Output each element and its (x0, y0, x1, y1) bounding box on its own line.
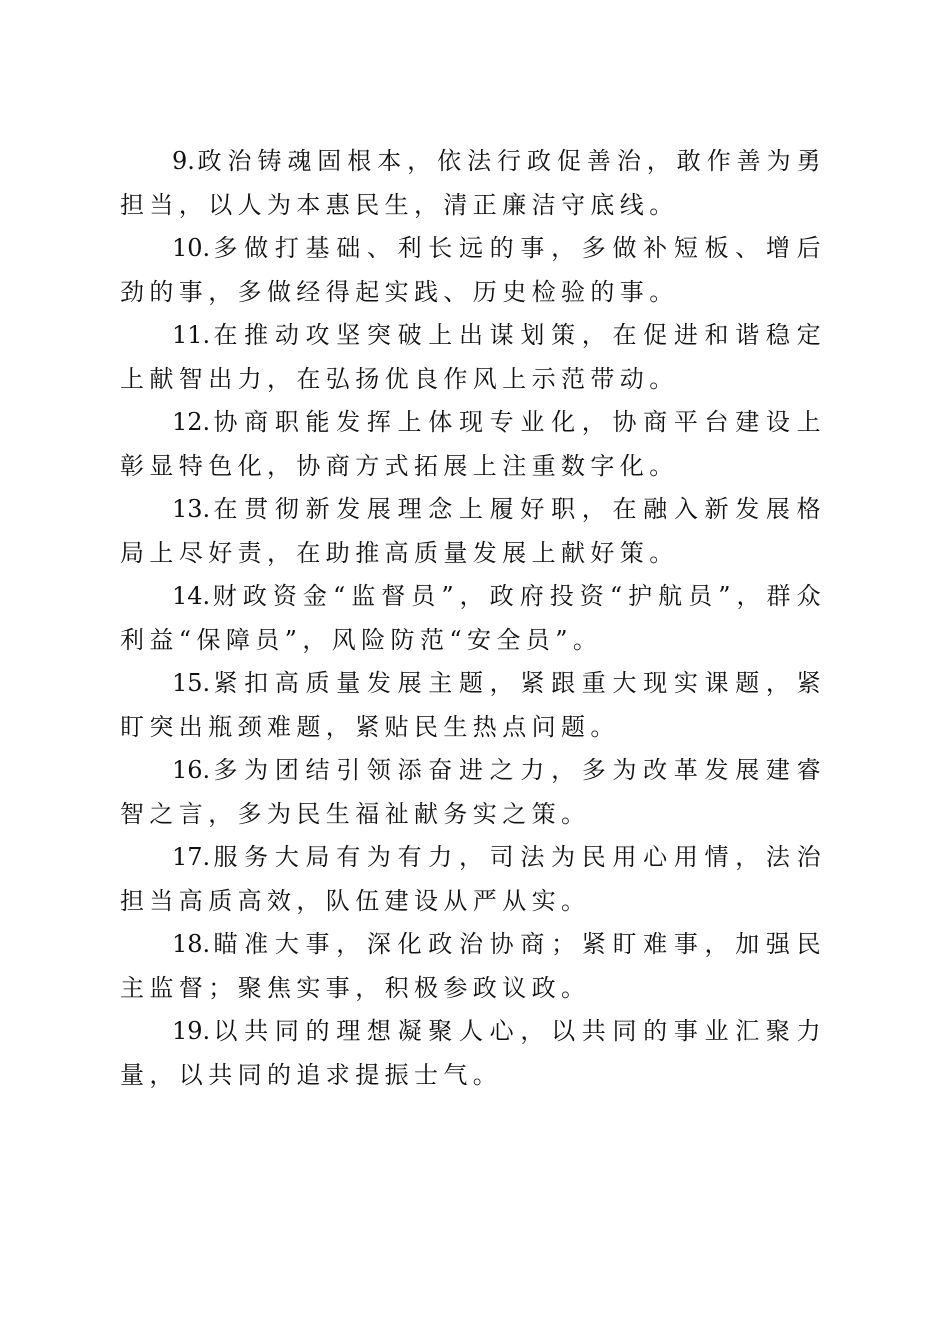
list-item-11 (120, 314, 826, 401)
document-body (120, 140, 826, 1097)
item-text: 以共同的理想凝聚人心，以共同的事业汇聚力量，以共同的追求提振士气。 (120, 1017, 826, 1089)
list-item-18 (120, 923, 826, 1010)
item-text: 政治铸魂固根本，依法行政促善治，敢作善为勇担当，以人为本惠民生，清正廉洁守底线。 (120, 147, 826, 219)
list-item-17 (120, 836, 826, 923)
list-item-9 (120, 140, 826, 227)
item-number: 18. (172, 930, 211, 958)
item-number: 14. (172, 582, 211, 610)
item-text: 财政资金“监督员”，政府投资“护航员”，群众利益“保障员”，风险防范“安全员”。 (120, 582, 826, 654)
list-item-16 (120, 749, 826, 836)
item-number: 12. (172, 408, 211, 436)
item-text: 协商职能发挥上体现专业化，协商平台建设上彰显特色化，协商方式拓展上注重数字化。 (120, 408, 826, 480)
list-item-19 (120, 1010, 826, 1097)
item-text: 多做打基础、利长远的事，多做补短板、增后劲的事，多做经得起实践、历史检验的事。 (120, 234, 826, 306)
item-text: 多为团结引领添奋进之力，多为改革发展建睿智之言，多为民生福祉献务实之策。 (120, 756, 826, 828)
item-number: 11. (172, 321, 211, 349)
list-item-10 (120, 227, 826, 314)
item-text: 在贯彻新发展理念上履好职，在融入新发展格局上尽好责，在助推高质量发展上献好策。 (120, 495, 826, 567)
item-number: 13. (172, 495, 211, 523)
list-item-12 (120, 401, 826, 488)
item-number: 9. (172, 147, 195, 175)
item-number: 10. (172, 234, 211, 262)
item-number: 15. (172, 669, 211, 697)
list-item-15 (120, 662, 826, 749)
item-number: 17. (172, 843, 211, 871)
list-item-14 (120, 575, 826, 662)
item-text: 在推动攻坚突破上出谋划策，在促进和谐稳定上献智出力，在弘扬优良作风上示范带动。 (120, 321, 826, 393)
item-text: 服务大局有为有力，司法为民用心用情，法治担当高质高效，队伍建设从严从实。 (120, 843, 826, 915)
item-number: 19. (172, 1017, 211, 1045)
item-text: 瞄准大事，深化政治协商；紧盯难事，加强民主监督；聚焦实事，积极参政议政。 (120, 930, 826, 1002)
item-number: 16. (172, 756, 211, 784)
list-item-13 (120, 488, 826, 575)
item-text: 紧扣高质量发展主题，紧跟重大现实课题，紧盯突出瓶颈难题，紧贴民生热点问题。 (120, 669, 826, 741)
